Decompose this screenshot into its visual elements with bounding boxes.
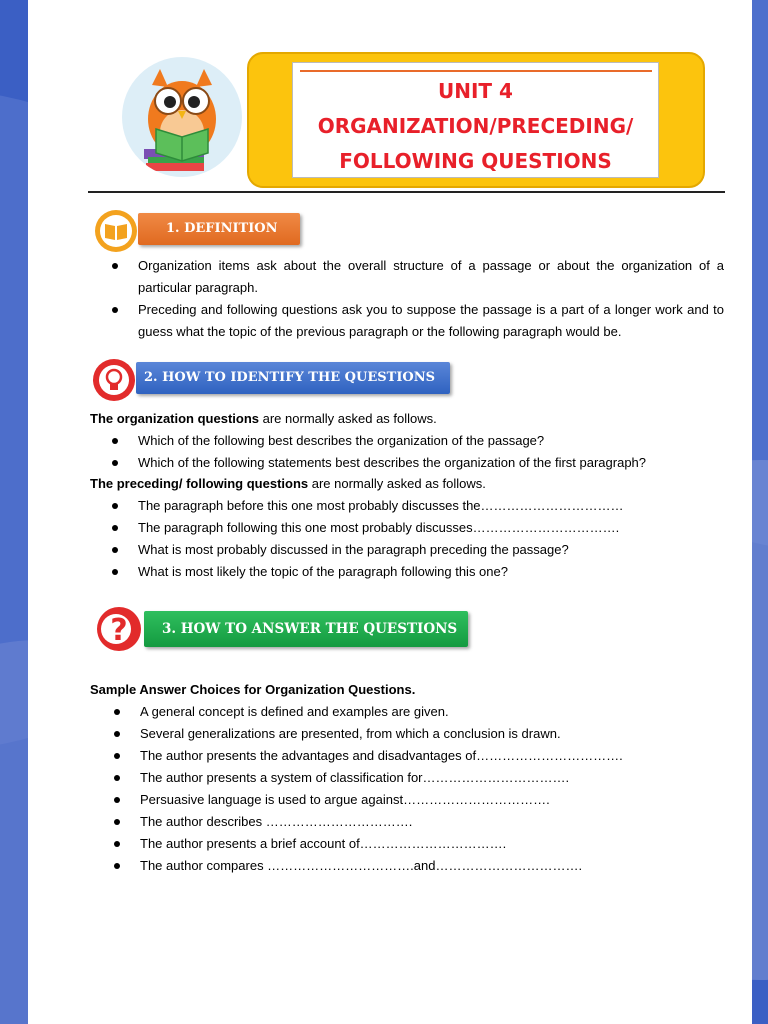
list-item: A general concept is defined and examples are given. (114, 701, 726, 723)
list-item: What is most likely the topic of the paragraph following this one? (112, 561, 724, 583)
sample-answers-heading (90, 679, 730, 701)
title-line-2: FOLLOWING QUESTIONS (339, 149, 612, 173)
list-item: The author compares …………………………….and……………………………. (114, 855, 726, 877)
section-2-heading: 2. HOW TO IDENTIFY THE QUESTIONS (136, 362, 450, 394)
unit-label: UNIT 4 (438, 79, 513, 103)
svg-text:?: ? (110, 613, 128, 648)
title-accent-line (300, 70, 652, 72)
organization-questions-list (112, 430, 724, 474)
title-line-1: ORGANIZATION/PRECEDING/ (317, 114, 634, 138)
question-mark-icon (96, 604, 142, 654)
definition-list (112, 255, 724, 343)
list-item: Which of the following statements best describes the organization of the first paragraph? (112, 452, 724, 474)
preceding-following-intro (90, 473, 730, 495)
preceding-following-list (112, 495, 724, 583)
organization-intro (90, 408, 730, 430)
list-item: Several generalizations are presented, from which a conclusion is drawn. (114, 723, 726, 745)
book-icon (94, 209, 138, 253)
list-item: The author presents a system of classification for……………………………. (114, 767, 726, 789)
list-item: The author presents a brief account of……………………………. (114, 833, 726, 855)
owl-reading-icon (122, 57, 242, 177)
organization-intro-bold: The organization questions (90, 411, 260, 426)
list-item: Organization items ask about the overall structure of a passage or about the organization of a particular paragraph. (112, 255, 724, 299)
page-title (292, 74, 659, 179)
sample-answers-list (114, 701, 726, 877)
section-1-heading: 1. DEFINITION (138, 213, 300, 245)
list-item: Persuasive language is used to argue against……………………………. (114, 789, 726, 811)
sample-answers-heading-text: Sample Answer Choices for Organization Questions. (90, 682, 416, 697)
list-item: Which of the following best describes the organization of the passage? (112, 430, 724, 452)
header-divider (88, 191, 725, 193)
section-3-heading: 3. HOW TO ANSWER THE QUESTIONS (144, 611, 468, 647)
list-item: The author describes ……………………………. (114, 811, 726, 833)
list-item: Preceding and following questions ask you to suppose the passage is a part of a longer work and to guess what the topic of the previous paragraph or the following paragraph would be. (112, 299, 724, 343)
preceding-following-intro-bold: The preceding/ following questions (90, 476, 309, 491)
organization-intro-rest: are normally asked as follows. (259, 411, 437, 426)
list-item: What is most probably discussed in the paragraph preceding the passage? (112, 539, 724, 561)
preceding-following-intro-rest: are normally asked as follows. (308, 476, 486, 491)
list-item: The author presents the advantages and disadvantages of……………………………. (114, 745, 726, 767)
list-item: The paragraph following this one most probably discusses……………………………. (112, 517, 724, 539)
lightbulb-icon (92, 358, 136, 402)
list-item: The paragraph before this one most probably discusses the…………………………… (112, 495, 724, 517)
